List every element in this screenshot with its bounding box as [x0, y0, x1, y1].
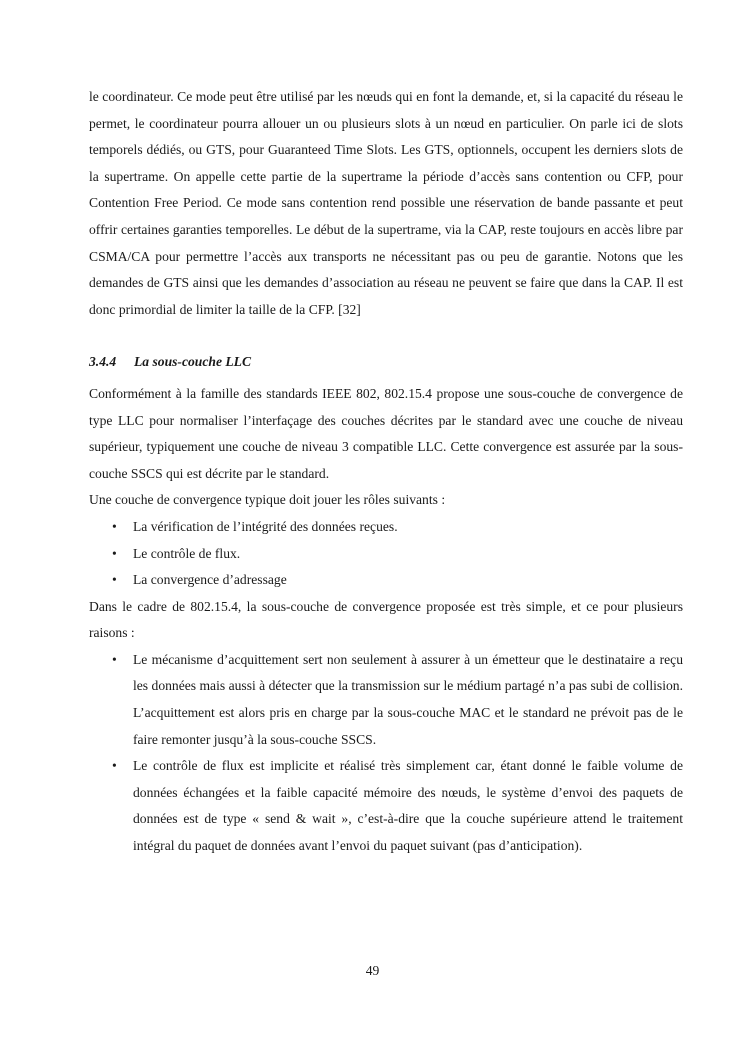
section-paragraph-1: Conformément à la famille des standards IEEE 802, 802.15.4 propose une sous-couche de convergence de type LLC pour normaliser l’interfaçage des couches décrites par le standard avec une couche de niveau supérieur, typiquement une couche de niveau 3 compatible LLC. Cette convergence est assurée par la sous-couche SSCS qui est décrite par le standard.: [89, 385, 683, 481]
list-item-text: La vérification de l’intégrité des données reçues.: [133, 518, 398, 534]
roles-list: [89, 514, 683, 594]
section-title: La sous-couche LLC: [134, 354, 252, 370]
page-body: [89, 84, 683, 860]
section-paragraph-2: Une couche de convergence typique doit jouer les rôles suivants :: [89, 492, 446, 508]
section-heading: [89, 349, 683, 376]
intro-paragraph: le coordinateur. Ce mode peut être utilisé par les nœuds qui en font la demande, et, si la capacité du réseau le permet, le coordinateur pourra allouer un ou plusieurs slots à un nœud en particulier. On parle ici de slots temporels dédiés, ou GTS, pour Guaranteed Time Slots. Les GTS, optionnels, occupent les derniers slots de la supertrame. On appelle cette partie de la supertrame la période d’accès sans contention ou CFP, pour Contention Free Period. Ce mode sans contention rend possible une réservation de bande passante et peut offrir certaines garanties temporelles. Le début de la supertrame, via la CAP, reste toujours en accès libre par CSMA/CA pour permettre l’accès aux transports ne nécessitant pas ou peu de garantie. Notons que les demandes de GTS ainsi que les demandes d’association au réseau ne peuvent se faire que dans la CAP. Il est donc primordial de limiter la taille de la CFP. [32]: [89, 89, 683, 317]
section-number: 3.4.4: [89, 354, 117, 370]
list-item-text: Le contrôle de flux.: [133, 545, 241, 561]
list-item-text: La convergence d’adressage: [133, 572, 287, 588]
bullet-icon: •: [112, 651, 117, 667]
page-number: 49: [365, 963, 380, 978]
list-item: [89, 567, 683, 594]
bullet-icon: •: [112, 545, 117, 561]
list-item: [89, 647, 683, 753]
list-item: [89, 753, 683, 859]
reasons-list: [89, 647, 683, 860]
section-paragraph-3: Dans le cadre de 802.15.4, la sous-couche de convergence proposée est très simple, et ce pour plusieurs raisons :: [89, 598, 683, 641]
list-item-text: Le contrôle de flux est implicite et réalisé très simplement car, étant donné le faible volume de données échangées et la faible capacité mémoire des nœuds, le système d’envoi des paquets de données est de type « send & wait », c’est-à-dire que la couche supérieure attend le traitement intégral du paquet de données avant l’envoi du paquet suivant (pas d’anticipation).: [133, 758, 683, 854]
list-item: [89, 541, 683, 568]
list-item: [89, 514, 683, 541]
list-item-text: Le mécanisme d’acquittement sert non seulement à assurer à un émetteur que le destinataire a reçu les données mais aussi à détecter que la transmission sur le médium partagé n’a pas subi de collision. L’acquittement est alors pris en charge par la sous-couche MAC et le standard ne prévoit pas de le faire remonter jusqu’à la sous-couche SSCS.: [133, 651, 683, 747]
bullet-icon: •: [112, 518, 117, 534]
bullet-icon: •: [112, 572, 117, 588]
bullet-icon: •: [112, 758, 117, 774]
